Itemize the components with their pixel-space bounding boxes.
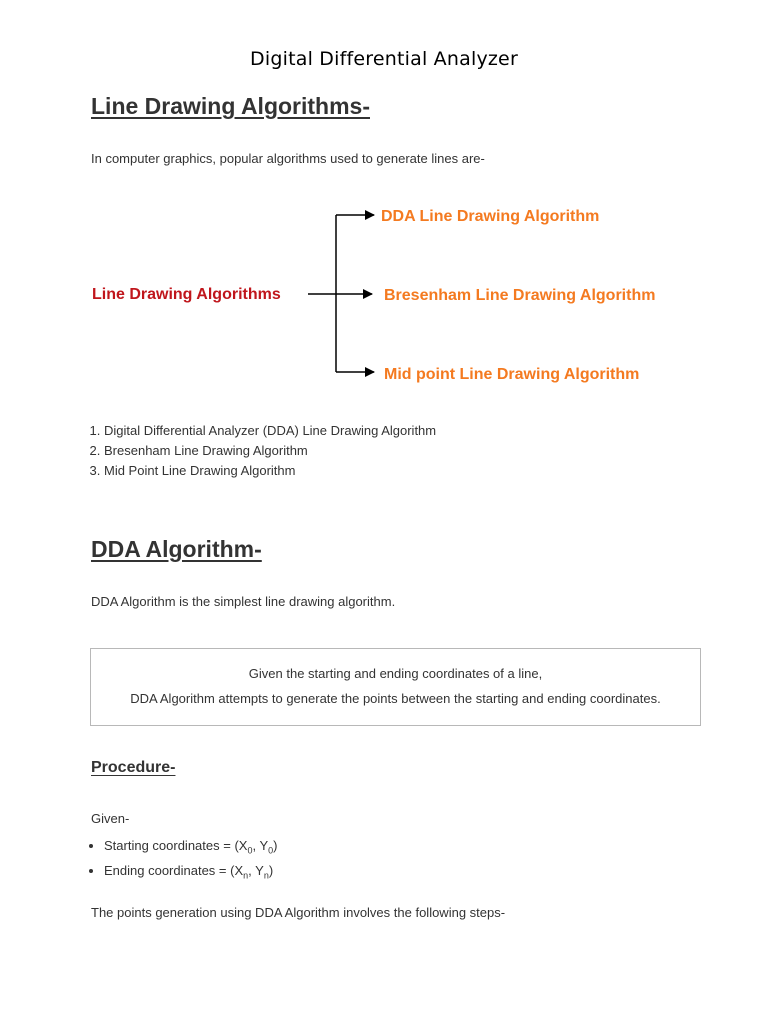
procedure-heading: Procedure- [91, 759, 176, 776]
page-title: Digital Differential Analyzer [250, 48, 518, 70]
list-item: • Ending coordinates = ($X_n$, $Y_n$) [104, 861, 278, 886]
dda-heading: DDA Algorithm- [91, 536, 262, 562]
diagram-target-bresenham: Bresenham Line Drawing Algorithm [384, 287, 656, 304]
callout-line-1: Given the starting and ending coordinates of a line, [248, 666, 543, 681]
list-item: • Starting coordinates = ($X_0$, $Y_0$) [104, 836, 278, 861]
diagram-source-label: Line Drawing Algorithms [92, 286, 281, 303]
algorithm-list [70, 421, 436, 481]
line-drawing-intro: In computer graphics, popular algorithms used to generate lines are- [91, 151, 485, 166]
dda-intro: DDA Algorithm is the simplest line drawing algorithm. [91, 594, 396, 609]
diagram-target-midpoint: Mid point Line Drawing Algorithm [384, 366, 640, 383]
dda-definition-box [90, 648, 701, 726]
list-item: 3. Mid Point Line Drawing Algorithm [104, 461, 436, 481]
callout-line-2: DDA Algorithm attempts to generate the points between the starting and ending coordinates. [130, 691, 661, 706]
list-item: 1. Digital Differential Analyzer (DDA) Line Drawing Algorithm [104, 421, 436, 441]
given-label: Given- [91, 811, 130, 826]
steps-intro: The points generation using DDA Algorithm involves the following steps- [91, 905, 506, 920]
diagram-target-dda: DDA Line Drawing Algorithm [381, 208, 600, 225]
list-item: 2. Bresenham Line Drawing Algorithm [104, 441, 436, 461]
given-list [78, 836, 278, 885]
line-drawing-heading: Line Drawing Algorithms- [91, 93, 370, 119]
